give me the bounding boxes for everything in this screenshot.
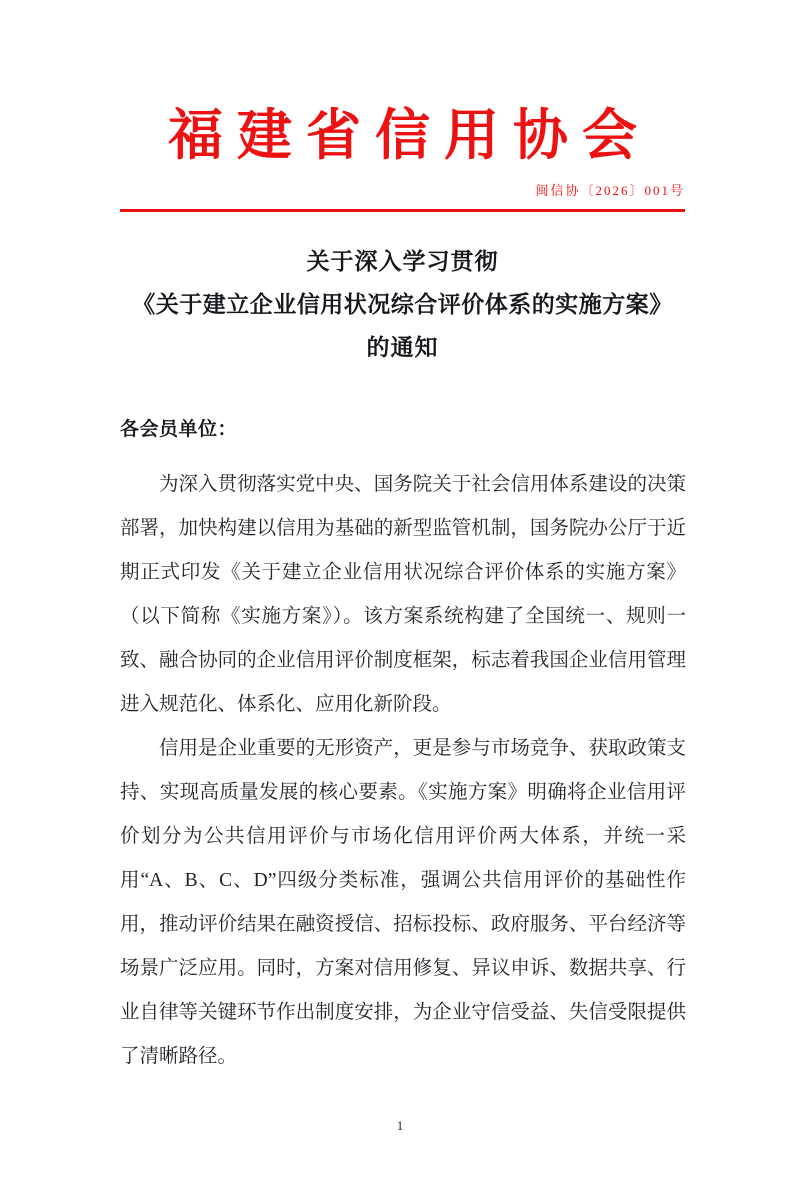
letterhead [120,100,685,212]
red-divider-rule [120,209,685,212]
body-paragraph: 为深入贯彻落实党中央、国务院关于社会信用体系建设的决策部署，加快构建以信用为基础的新型监管机制，国务院办公厅于近期正式印发《关于建立企业信用状况综合评价体系的实施方案》（以下简称《实施方案》）。该方案系统构建了全国统一、规则一致、融合协同的企业信用评价制度框架，标志着我国企业信用管理进入规范化、体系化、应用化新阶段。 [120,474,686,715]
document-title-line-3: 的通知 [366,335,439,360]
issuing-organization-title: 福建省信用协会 [167,105,651,166]
body-paragraph: 信用是企业重要的无形资产，更是参与市场竞争、获取政策支持、实现高质量发展的核心要素。《实施方案》明确将企业信用评价划分为公共信用评价与市场化信用评价两大体系，并统一采用“A、B、C、D”四级分类标准，强调公共信用评价的基础性作用，推动评价结果在融资授信、招标投标、政府服务、平台经济等场景广泛应用。同时，方案对信用修复、异议申诉、数据共享、行业自律等关键环节作出制度安排，为企业守信受益、失信受限提供了清晰路径。 [120,738,686,1067]
document-number: 闽信协〔2026〕001号 [535,183,685,198]
document-body [120,415,686,1079]
salutation: 各会员单位： [120,419,238,440]
document-title-line-1: 关于深入学习贯彻 [306,249,499,274]
document-title [120,240,685,369]
page-number: 1 [396,1118,404,1133]
document-title-line-2: 《关于建立企业信用状况综合评价体系的实施方案》 [132,292,673,317]
